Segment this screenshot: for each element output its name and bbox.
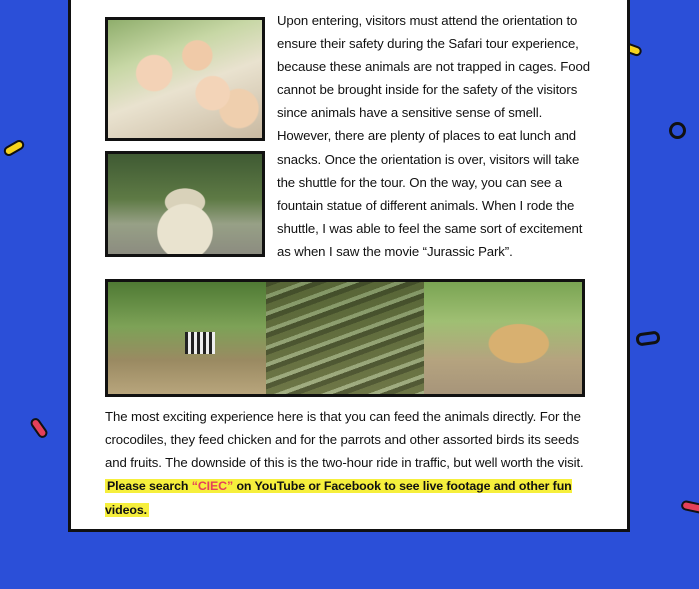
intro-paragraph: Upon entering, visitors must attend the orientation to ensure their safety during the Safari tour experience, because these animals are not trapped in cages. Food cannot be brought inside for the safety of the visitors since animals have a sensitive sense of smell. However, there are plenty of places to eat lunch and snacks. Once the orientation is over, visitors will take the shuttle for the tour. On the way, you can see a fountain statue of different animals. When I rode the shuttle, I was able to feel the same sort of excitement as when I saw the movie “Jurassic Park”.: [277, 13, 590, 259]
cheetah-photo: [424, 282, 582, 394]
confetti-ring: [635, 330, 661, 346]
fountain-statue-photo: [105, 151, 265, 257]
article-card: [68, 0, 630, 532]
cta-prefix: Please search: [107, 479, 192, 494]
cta-highlight: [105, 479, 572, 517]
crocodile-photo: [266, 282, 424, 394]
confetti-yellow: [2, 138, 26, 158]
closing-section: [105, 405, 595, 522]
zebra-photo: [108, 282, 266, 394]
confetti-ring: [669, 122, 686, 139]
family-photo: [105, 17, 265, 141]
cta-keyword: “CIEC”: [191, 479, 234, 494]
animal-photo-strip: [105, 279, 585, 397]
cta-suffix: on YouTube or Facebook to see live footage and other fun videos.: [105, 479, 572, 518]
confetti-red: [680, 500, 699, 515]
confetti-red: [29, 416, 50, 440]
closing-paragraph: The most exciting experience here is that you can feed the animals directly. For the crocodiles, they feed chicken and for the parrots and other assorted birds its seeds and fruits. The downside of this is the two-hour ride in traffic, but well worth the visit.: [105, 409, 584, 471]
